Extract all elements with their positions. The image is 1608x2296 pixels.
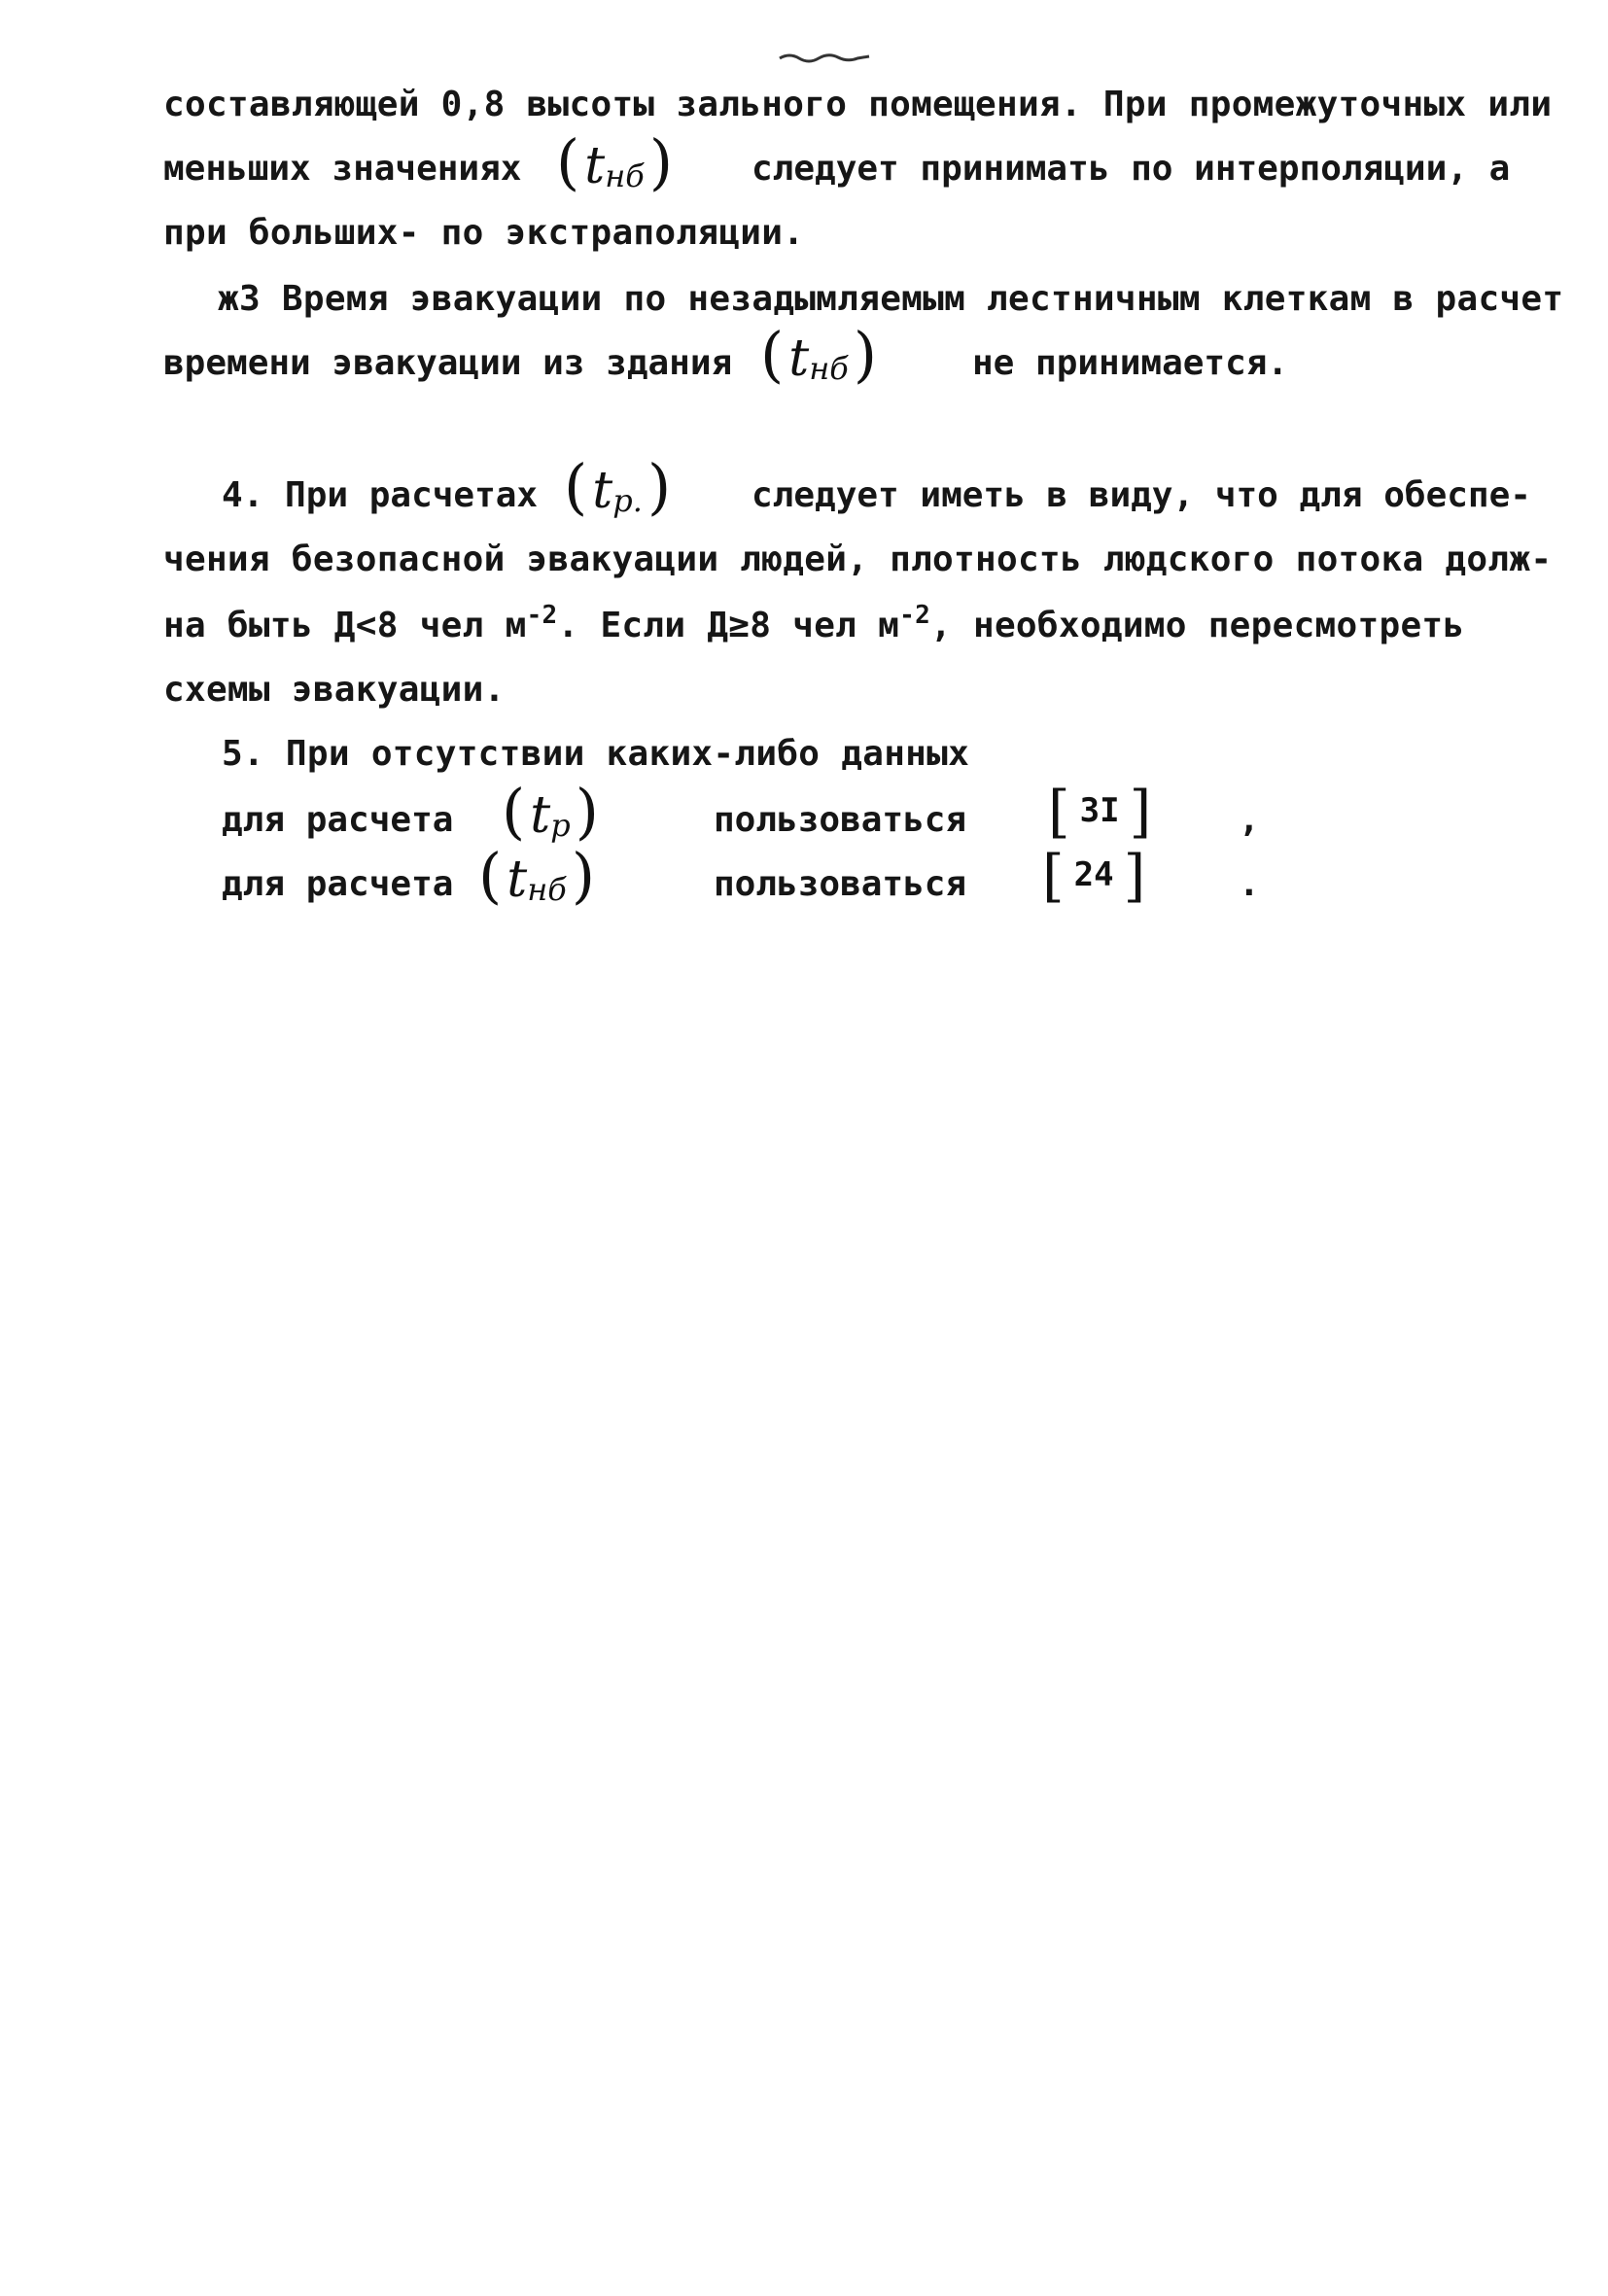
t-p-formula-2 xyxy=(502,776,599,847)
reference-number-31: 3I xyxy=(1079,791,1120,830)
para-4-line3 xyxy=(163,601,1465,647)
greater-equal-sign: ≥ xyxy=(728,606,751,645)
para-4-line3-c: . Если Д xyxy=(557,606,729,645)
close-paren: ) xyxy=(853,319,878,390)
para-a-line2-start: меньших значениях xyxy=(163,149,522,189)
close-paren: ) xyxy=(571,840,596,911)
para-4-line3-d: 8 чел м xyxy=(750,606,900,645)
open-paren: ( xyxy=(502,776,526,847)
subscript-nb: нб xyxy=(527,871,567,908)
open-bracket: [ xyxy=(1042,843,1065,909)
open-bracket: [ xyxy=(1048,779,1070,845)
exponent-minus-two: -2 xyxy=(526,601,558,630)
t-symbol: t xyxy=(592,462,613,520)
para-5-line1: 5. При отсутствии каких-либо данных xyxy=(222,734,970,774)
subscript-p: р xyxy=(550,807,571,844)
open-paren: ( xyxy=(556,126,580,197)
para-a-line2-end: следует принимать по интерполяции, а xyxy=(752,149,1511,189)
t-symbol: t xyxy=(584,137,606,195)
open-paren: ( xyxy=(478,840,503,911)
less-than-sign: < xyxy=(355,606,377,645)
t-nb-formula-3 xyxy=(478,840,596,911)
para-4-line2: чения безопасной эвакуации людей, плотность людского потока долж- xyxy=(163,539,1553,579)
close-paren: ) xyxy=(648,126,674,197)
t-nb-formula-2 xyxy=(760,319,878,390)
reference-24 xyxy=(1042,843,1146,909)
t-symbol: t xyxy=(507,851,528,909)
para-5-row1-punct: , xyxy=(1239,800,1260,840)
para-5-row2-label: для расчета xyxy=(222,864,454,904)
para-5-row2-punct: . xyxy=(1239,864,1260,904)
close-bracket: ] xyxy=(1123,843,1146,909)
para-5-row1-action: пользоваться xyxy=(714,800,967,840)
subscript-nb: нб xyxy=(809,350,849,387)
t-symbol: t xyxy=(788,330,810,388)
para-5-row1-label: для расчета xyxy=(222,800,454,840)
para-4-line4: схемы эвакуации. xyxy=(163,670,506,710)
reference-31 xyxy=(1048,779,1152,845)
para-a-line1: составляющей 0,8 высоты зального помещения. При промежуточных или xyxy=(163,85,1553,124)
top-mark-scribble xyxy=(778,51,871,64)
para-b-line2-end: не принимается. xyxy=(972,343,1289,383)
t-nb-formula xyxy=(556,126,674,197)
para-b-line2-start: времени эвакуации из здания xyxy=(163,343,733,383)
exponent-minus-two: -2 xyxy=(899,601,931,630)
open-paren: ( xyxy=(564,451,588,522)
close-paren: ) xyxy=(647,451,672,522)
para-b-line1: ж3 Время эвакуации по незадымляемым лестничным клеткам в расчет xyxy=(218,279,1564,319)
reference-number-24: 24 xyxy=(1073,855,1114,894)
para-4-line3-b: 8 чел м xyxy=(376,606,527,645)
para-5-row2-action: пользоваться xyxy=(714,864,967,904)
para-4-line3-e: , необходимо пересмотреть xyxy=(930,606,1465,645)
para-4-line1-end: следует иметь в виду, что для обеспе- xyxy=(752,475,1531,515)
para-a-line3: при больших- по экстраполяции. xyxy=(163,213,805,253)
open-paren: ( xyxy=(760,319,785,390)
para-4-line1-start: 4. При расчетах xyxy=(222,475,539,515)
subscript-p: р. xyxy=(612,482,643,519)
para-4-line3-a: на быть Д xyxy=(163,606,356,645)
close-paren: ) xyxy=(575,776,599,847)
t-symbol: t xyxy=(530,786,551,845)
close-bracket: ] xyxy=(1129,779,1152,845)
subscript-nb: нб xyxy=(605,157,645,194)
t-p-formula xyxy=(564,451,672,522)
